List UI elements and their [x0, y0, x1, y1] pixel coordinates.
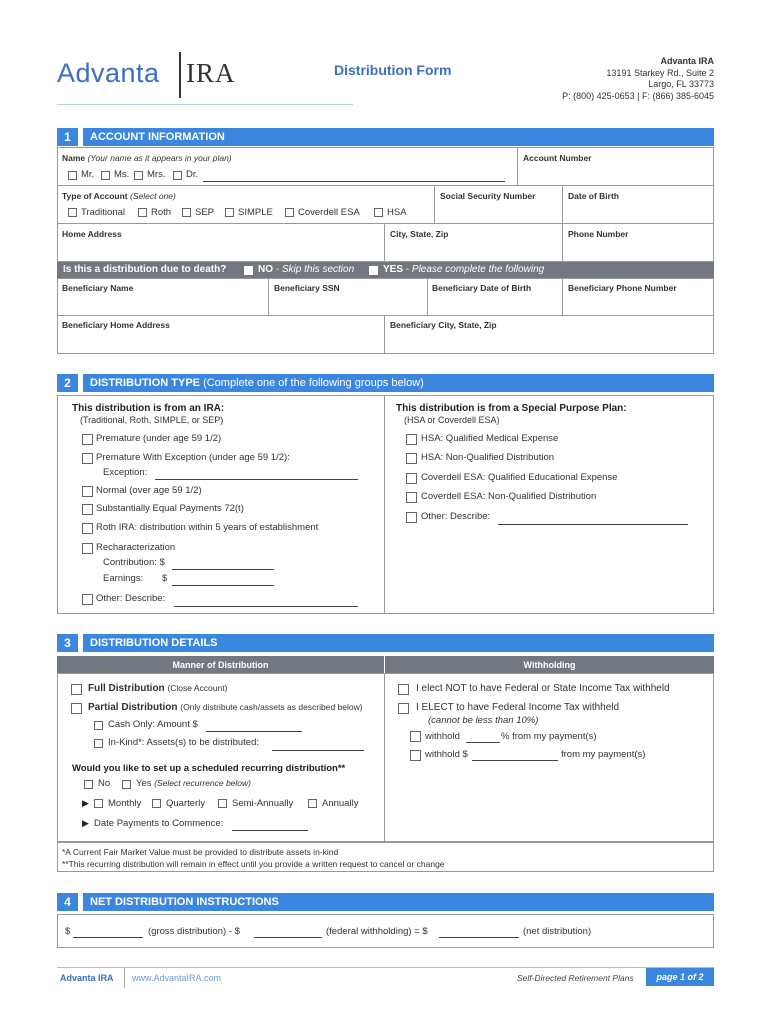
spp-heading: This distribution is from a Special Purpose Plan:: [396, 403, 627, 414]
section3-number: 3: [57, 634, 78, 652]
earnings-label: Earnings:: [103, 573, 144, 584]
federal-label: (federal withholding) = $: [326, 926, 428, 937]
scheduled-yes: Yes (Select recurrence below): [136, 778, 251, 789]
company-name: Advanta IRA: [660, 56, 714, 66]
spp-other: Other: Describe:: [421, 511, 491, 522]
roth-5yr: Roth IRA: distribution within 5 years of establishment: [96, 522, 319, 533]
s2-divider: [384, 395, 385, 614]
death-yes-hint: - Please complete the following: [403, 264, 545, 275]
s1-v1: [517, 147, 518, 185]
coverdell-qualified-checkbox[interactable]: [406, 473, 417, 484]
section3-sep: [78, 634, 83, 652]
ben-h1: [57, 315, 714, 316]
hsa-qualified: HSA: Qualified Medical Expense: [421, 433, 559, 444]
elect-checkbox[interactable]: [398, 703, 409, 714]
substantially: Substantially Equal Payments 72(t): [96, 503, 244, 514]
section3-title: DISTRIBUTION DETAILS: [90, 637, 218, 649]
section4-title: NET DISTRIBUTION INSTRUCTIONS: [90, 896, 279, 908]
ira-other: Other: Describe:: [96, 593, 166, 604]
ben-v1: [268, 278, 269, 315]
recharacterization: Recharacterization: [96, 542, 176, 553]
elect-hint: (cannot be less than 10%): [428, 715, 539, 726]
death-yes: YES - Please complete the following: [383, 264, 545, 275]
footer-sep: [124, 968, 125, 988]
name-hint: (Your name as it appears in your plan): [87, 153, 232, 163]
salutation-dr-checkbox[interactable]: [173, 171, 182, 180]
ira-heading: This distribution is from an IRA:: [72, 403, 225, 414]
date-commence-field[interactable]: [232, 830, 308, 831]
type-traditional-checkbox[interactable]: [68, 208, 77, 217]
cash-only-checkbox[interactable]: [94, 721, 103, 730]
ben-address-label: Beneficiary Home Address: [62, 320, 170, 330]
ben-name-label: Beneficiary Name: [62, 283, 134, 293]
logo-advanta: Advanta: [57, 58, 160, 88]
monthly: Monthly: [108, 798, 142, 809]
coverdell-nonqualified: Coverdell ESA: Non-Qualified Distribution: [421, 491, 597, 502]
coverdell-nonqualified-checkbox[interactable]: [406, 492, 417, 503]
salutation-ms-checkbox[interactable]: [101, 171, 110, 180]
type-sep-checkbox[interactable]: [182, 208, 191, 217]
hsa-nonqualified: HSA: Non-Qualified Distribution: [421, 452, 555, 463]
in-kind-checkbox[interactable]: [94, 739, 103, 748]
exception-field[interactable]: [155, 479, 358, 480]
normal: Normal (over age 59 1/2): [96, 485, 202, 496]
full-distribution: Full Distribution (Close Account): [88, 683, 228, 694]
phone-label: Phone Number: [568, 229, 629, 239]
name-field[interactable]: [203, 181, 505, 182]
salutation-mrs: Mrs.: [147, 169, 166, 180]
net-field[interactable]: [439, 937, 519, 938]
premature-exception: Premature With Exception (under age 59 1/2):: [96, 452, 290, 463]
elect: I ELECT to have Federal Income Tax withheld: [416, 702, 620, 713]
dob-label: Date of Birth: [568, 191, 619, 201]
elect-not: I elect NOT to have Federal or State Income Tax withheld: [416, 683, 670, 694]
section4-sep: [78, 893, 83, 911]
death-no: NO - Skip this section: [258, 264, 355, 275]
spp-other-checkbox[interactable]: [406, 512, 417, 523]
hsa-nonqualified-checkbox[interactable]: [406, 453, 417, 464]
play-arrow-icon: ▶: [82, 798, 89, 808]
death-no-hint: - Skip this section: [273, 264, 355, 275]
type-label: Type of Account (Select one): [62, 191, 176, 201]
section1-title: ACCOUNT INFORMATION: [90, 131, 225, 143]
salutation-mrs-checkbox[interactable]: [134, 171, 143, 180]
type-coverdell-checkbox[interactable]: [285, 208, 294, 217]
contribution-field[interactable]: [172, 569, 274, 570]
section2-title: DISTRIBUTION TYPE (Complete one of the following groups below): [90, 377, 424, 389]
type-roth-checkbox[interactable]: [138, 208, 147, 217]
company-address2: Largo, FL 33773: [648, 79, 714, 89]
cash-amount-field[interactable]: [206, 731, 302, 732]
withhold-amt-b: from my payment(s): [561, 749, 646, 760]
logo-ira: IRA: [186, 58, 236, 88]
section2-number: 2: [57, 374, 78, 392]
substantially-checkbox[interactable]: [82, 504, 93, 515]
net-label: (net distribution): [523, 926, 592, 937]
partial-distribution: Partial Distribution (Only distribute cash/assets as described below): [88, 702, 363, 713]
exception-label: Exception:: [103, 467, 148, 478]
ira-sub: (Traditional, Roth, SIMPLE, or SEP): [80, 415, 224, 425]
s1-h1: [57, 185, 714, 186]
death-question: Is this a distribution due to death?: [63, 264, 227, 275]
quarterly-checkbox[interactable]: [152, 799, 161, 808]
contribution-label: Contribution: $: [103, 557, 165, 568]
cash-only: Cash Only: Amount $: [108, 719, 198, 730]
footer-company: Advanta IRA: [60, 973, 114, 983]
ben-v2: [427, 278, 428, 315]
section2-subtitle: (Complete one of the following groups below): [203, 377, 424, 389]
salutation-ms: Ms.: [114, 169, 130, 180]
net-dollar: $: [65, 926, 71, 937]
type-coverdell: Coverdell ESA: [298, 207, 360, 218]
in-kind: In-Kind*: Assets(s) to be distributed:: [108, 737, 260, 748]
type-hsa: HSA: [387, 207, 407, 218]
normal-checkbox[interactable]: [82, 486, 93, 497]
account-number-label: Account Number: [523, 153, 592, 163]
coverdell-qualified: Coverdell ESA: Qualified Educational Expense: [421, 472, 618, 483]
quarterly: Quarterly: [166, 798, 206, 809]
elect-not-checkbox[interactable]: [398, 684, 409, 695]
scheduled-no: No: [98, 778, 111, 789]
note2: **This recurring distribution will remain in effect until you provide a written request to cancel or change: [62, 859, 445, 869]
note1: *A Current Fair Market Value must be provided to distribute assets in-kind: [62, 847, 339, 857]
ben-phone-label: Beneficiary Phone Number: [568, 283, 677, 293]
section1-box: [57, 147, 714, 262]
ira-other-checkbox[interactable]: [82, 594, 93, 605]
section1-sep: [78, 128, 83, 146]
federal-field[interactable]: [254, 937, 322, 938]
partial-hint: (Only distribute cash/assets as described below): [180, 702, 363, 712]
company-block: [562, 56, 714, 102]
s1-h2: [57, 223, 714, 224]
roth-5yr-checkbox[interactable]: [82, 523, 93, 534]
spp-other-field[interactable]: [498, 524, 688, 525]
withhold-amt-checkbox[interactable]: [410, 750, 421, 761]
manner-heading: Manner of Distribution: [172, 660, 269, 670]
logo-divider: [179, 52, 181, 98]
premature-checkbox[interactable]: [82, 434, 93, 445]
monthly-checkbox[interactable]: [94, 799, 103, 808]
scheduled-yes-hint: (Select recurrence below): [154, 778, 251, 788]
death-no-checkbox[interactable]: [244, 266, 253, 275]
type-simple-checkbox[interactable]: [225, 208, 234, 217]
withhold-pct-b: % from my payment(s): [501, 731, 597, 742]
annually-checkbox[interactable]: [308, 799, 317, 808]
salutation-mr: Mr.: [81, 169, 95, 180]
premature: Premature (under age 59 1/2): [96, 433, 222, 444]
footer-tagline: Self-Directed Retirement Plans: [517, 973, 634, 983]
withhold-amt-a: withhold $: [425, 749, 468, 760]
earnings-field[interactable]: [172, 585, 274, 586]
premature-exception-checkbox[interactable]: [82, 453, 93, 464]
name-label: Name (Your name as it appears in your plan): [62, 153, 232, 163]
city-state-zip-label: City, State, Zip: [390, 229, 449, 239]
earnings-dollar: $: [162, 573, 168, 584]
withholding-heading: Withholding: [523, 660, 576, 670]
gross-label: (gross distribution) - $: [148, 926, 240, 937]
ben-dob-label: Beneficiary Date of Birth: [432, 283, 532, 293]
section2-sep: [78, 374, 83, 392]
footer-website[interactable]: www.AdvantaIRA.com: [132, 973, 222, 983]
ben-city-label: Beneficiary City, State, Zip: [390, 320, 497, 330]
scheduled-question: Would you like to set up a scheduled recurring distribution**: [72, 763, 346, 774]
type-roth: Roth: [151, 207, 172, 218]
type-hsa-checkbox[interactable]: [374, 208, 383, 217]
ssn-label: Social Security Number: [440, 191, 536, 201]
annually: Annually: [322, 798, 359, 809]
ben-ssn-label: Beneficiary SSN: [274, 283, 340, 293]
type-simple: SIMPLE: [238, 207, 273, 218]
ira-other-field[interactable]: [174, 606, 358, 607]
withhold-pct-a: withhold: [425, 731, 460, 742]
death-yes-checkbox[interactable]: [369, 266, 378, 275]
logo-underline: [57, 104, 353, 105]
footer-line: [57, 967, 714, 968]
company-contact: P: (800) 425-0653 | F: (866) 385-6045: [562, 90, 714, 101]
semi-annually: Semi-Annually: [232, 798, 294, 809]
section4-number: 4: [57, 893, 78, 911]
footer-page: page 1 of 2: [656, 972, 704, 982]
gross-field[interactable]: [73, 937, 143, 938]
type-sep: SEP: [195, 207, 215, 218]
ben-v3: [562, 278, 563, 315]
full-distribution-checkbox[interactable]: [71, 684, 82, 695]
details-divider: [384, 673, 385, 842]
recharacterization-checkbox[interactable]: [82, 543, 93, 554]
partial-distribution-checkbox[interactable]: [71, 703, 82, 714]
s1-v2: [434, 185, 435, 223]
scheduled-no-checkbox[interactable]: [84, 780, 93, 789]
withhold-pct-field[interactable]: [466, 742, 500, 743]
play-arrow-icon: ▶: [82, 818, 89, 828]
type-traditional: Traditional: [81, 207, 126, 218]
spp-sub: (HSA or Coverdell ESA): [404, 415, 500, 425]
withhold-amt-field[interactable]: [472, 760, 558, 761]
home-address-label: Home Address: [62, 229, 122, 239]
scheduled-yes-checkbox[interactable]: [122, 780, 131, 789]
in-kind-field[interactable]: [272, 750, 364, 751]
section1-number: 1: [57, 128, 78, 146]
ben-v4: [384, 315, 385, 354]
salutation-mr-checkbox[interactable]: [68, 171, 77, 180]
date-commence: Date Payments to Commence:: [94, 818, 224, 829]
withhold-pct-checkbox[interactable]: [410, 731, 421, 742]
form-title: Distribution Form: [334, 62, 452, 78]
semi-annually-checkbox[interactable]: [218, 799, 227, 808]
s1-v4: [384, 223, 385, 262]
full-hint: (Close Account): [167, 683, 228, 693]
hsa-qualified-checkbox[interactable]: [406, 434, 417, 445]
type-hint: (Select one): [130, 191, 176, 201]
company-address1: 13191 Starkey Rd., Suite 2: [606, 67, 714, 78]
salutation-dr: Dr.: [186, 169, 199, 180]
